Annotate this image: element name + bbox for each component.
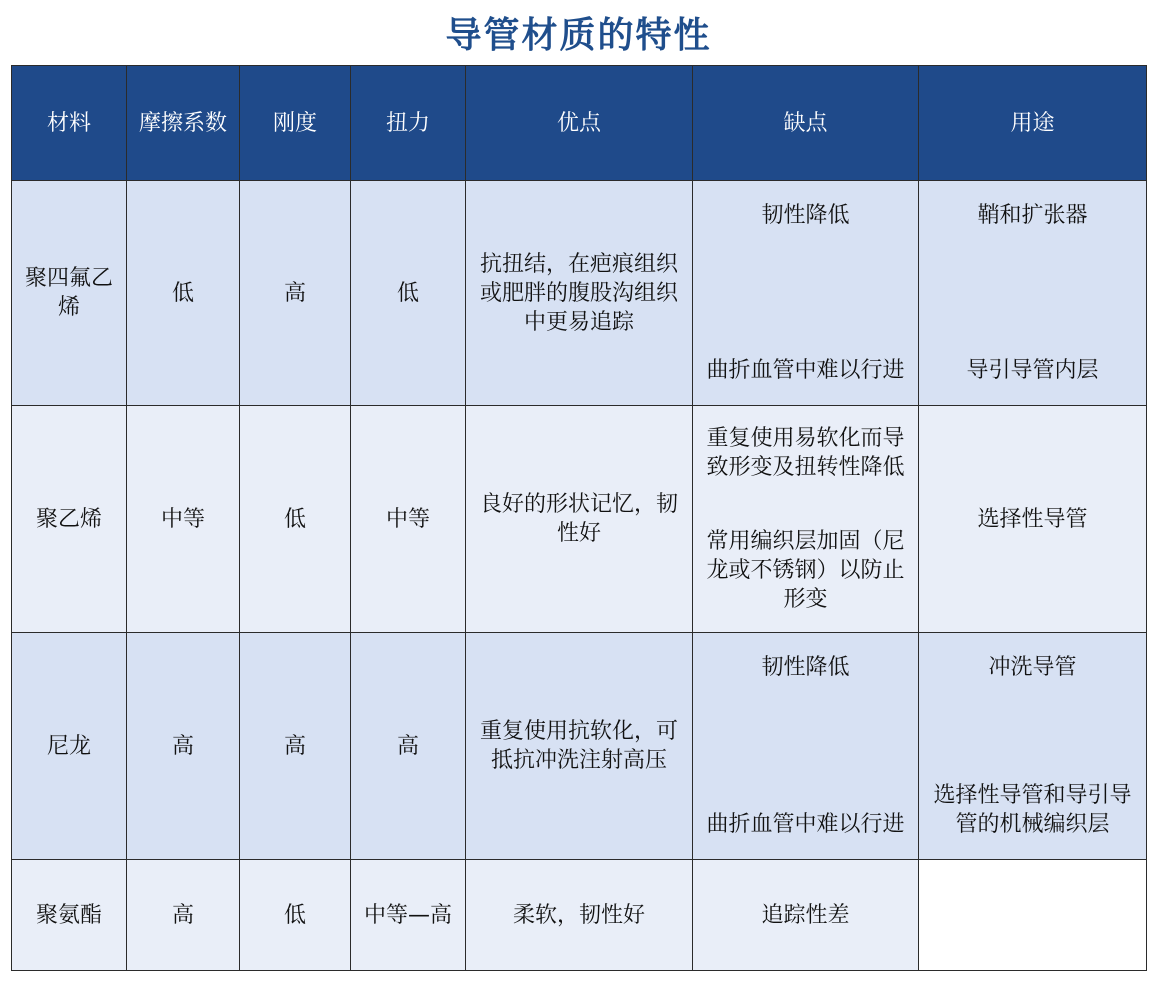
stiffness-cell: 低 — [240, 406, 351, 633]
stiffness-cell: 低 — [240, 860, 351, 971]
friction-cell: 低 — [127, 181, 240, 406]
column-header-torque: 扭力 — [351, 66, 466, 181]
friction-cell: 高 — [127, 633, 240, 860]
cons-cell — [693, 633, 919, 860]
pros-cell: 重复使用抗软化，可抵抗冲洗注射高压 — [466, 633, 693, 860]
page-title: 导管材质的特性 — [445, 15, 712, 56]
column-header-cons: 缺点 — [693, 66, 919, 181]
catheter-properties-table — [11, 65, 1147, 971]
column-header-uses: 用途 — [919, 66, 1147, 181]
column-header-pros: 优点 — [466, 66, 693, 181]
uses-item: 选择性导管和导引导管的机械编织层 — [933, 783, 1132, 837]
uses-item: 导引导管内层 — [966, 358, 1099, 383]
torque-cell: 中等 — [351, 406, 466, 633]
cons-item: 曲折血管中难以行进 — [706, 812, 905, 837]
cons-item: 常用编织层加固（尼龙或不锈钢）以防止形变 — [706, 529, 905, 612]
cons-cell — [693, 181, 919, 406]
column-header-friction: 摩擦系数 — [127, 66, 240, 181]
cons-item: 韧性降低 — [761, 655, 850, 680]
stiffness-cell: 高 — [240, 181, 351, 406]
uses-cell — [919, 181, 1147, 406]
table-row — [12, 633, 1147, 860]
table-row — [12, 181, 1147, 406]
uses-cell: 选择性导管 — [919, 406, 1147, 633]
pros-cell: 抗扭结，在疤痕组织或肥胖的腹股沟组织中更易追踪 — [466, 181, 693, 406]
cons-cell — [693, 406, 919, 633]
header-row — [12, 66, 1147, 181]
torque-cell: 中等—高 — [351, 860, 466, 971]
uses-cell-empty — [919, 860, 1147, 971]
material-cell: 聚氨酯 — [12, 860, 127, 971]
table-row — [12, 860, 1147, 971]
stiffness-cell: 高 — [240, 633, 351, 860]
material-cell: 尼龙 — [12, 633, 127, 860]
pros-cell: 良好的形状记忆，韧性好 — [466, 406, 693, 633]
uses-item: 鞘和扩张器 — [977, 203, 1088, 228]
column-header-stiffness: 刚度 — [240, 66, 351, 181]
column-header-material: 材料 — [12, 66, 127, 181]
torque-cell: 低 — [351, 181, 466, 406]
table-row — [12, 406, 1147, 633]
uses-cell — [919, 633, 1147, 860]
torque-cell: 高 — [351, 633, 466, 860]
cons-item: 重复使用易软化而导致形变及扭转性降低 — [706, 426, 905, 480]
material-cell: 聚四氟乙烯 — [12, 181, 127, 406]
friction-cell: 高 — [127, 860, 240, 971]
material-cell: 聚乙烯 — [12, 406, 127, 633]
cons-item: 曲折血管中难以行进 — [706, 358, 905, 383]
cons-cell: 追踪性差 — [693, 860, 919, 971]
cons-item: 韧性降低 — [761, 203, 850, 228]
uses-item: 冲洗导管 — [988, 655, 1077, 680]
friction-cell: 中等 — [127, 406, 240, 633]
pros-cell: 柔软，韧性好 — [466, 860, 693, 971]
